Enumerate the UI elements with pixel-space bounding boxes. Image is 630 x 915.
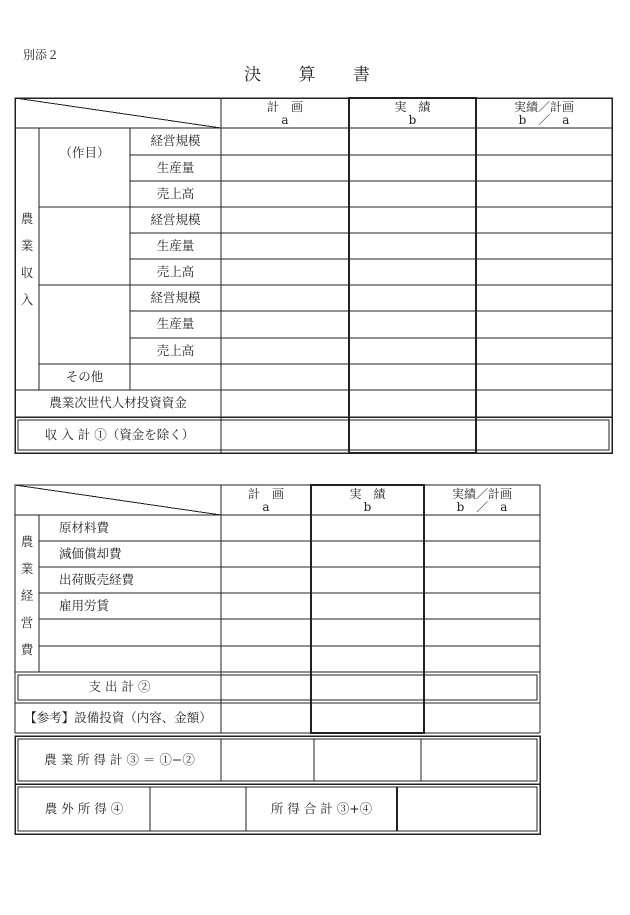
expense-header-actual: 実 績 b <box>349 487 386 514</box>
expense-row-label: 原材料費 <box>59 519 110 535</box>
expense-row-label: 減価償却費 <box>59 545 122 561</box>
annex-label: 別添２ <box>23 48 60 62</box>
farm-income-total-label: 農 業 所 得 計 ③ ＝ ①−② <box>44 751 195 767</box>
expense-total-label: 支 出 計 ② <box>88 679 151 695</box>
income-group-label: 農 業 収 入 <box>20 211 34 307</box>
income-row-label: 売上高 <box>156 342 195 358</box>
income-other-label: その他 <box>65 368 104 384</box>
expense-header-ratio: 実績／計画 b ／ a <box>451 487 512 514</box>
non-farm-income-label: 農 外 所 得 ④ <box>44 800 124 816</box>
income-row-label: 経営規模 <box>150 211 201 227</box>
expense-row-label: 出荷販売経費 <box>59 571 135 587</box>
expense-header-plan: 計 画 a <box>247 487 284 514</box>
income-row-label: 生産量 <box>156 316 195 332</box>
equipment-investment-label: 【参考】設備投資（内容、金額） <box>24 709 212 725</box>
income-header-actual: 実 績 b <box>394 100 431 127</box>
income-row-label: 売上高 <box>156 185 195 201</box>
grand-total-income-label: 所 得 合 計 ③+④ <box>270 800 373 816</box>
crop-label: （作目） <box>59 144 110 160</box>
income-row-label: 経営規模 <box>150 133 201 149</box>
income-header-ratio: 実績／計画 b ／ a <box>513 100 574 127</box>
page-title: 決 算 書 <box>244 65 386 85</box>
income-row-label: 生産量 <box>156 159 195 175</box>
next-gen-fund-label: 農業次世代人材投資資金 <box>49 395 187 411</box>
income-row-label: 売上高 <box>156 263 195 279</box>
income-total-label: 収 入 計 ①（資金を除く） <box>44 426 195 442</box>
income-row-label: 経営規模 <box>150 289 201 305</box>
expense-group-label: 農 業 経 営 費 <box>20 534 34 657</box>
expense-row-label: 雇用労賃 <box>59 597 110 613</box>
income-row-label: 生産量 <box>156 237 195 253</box>
income-header-plan: 計 画 a <box>266 100 303 127</box>
